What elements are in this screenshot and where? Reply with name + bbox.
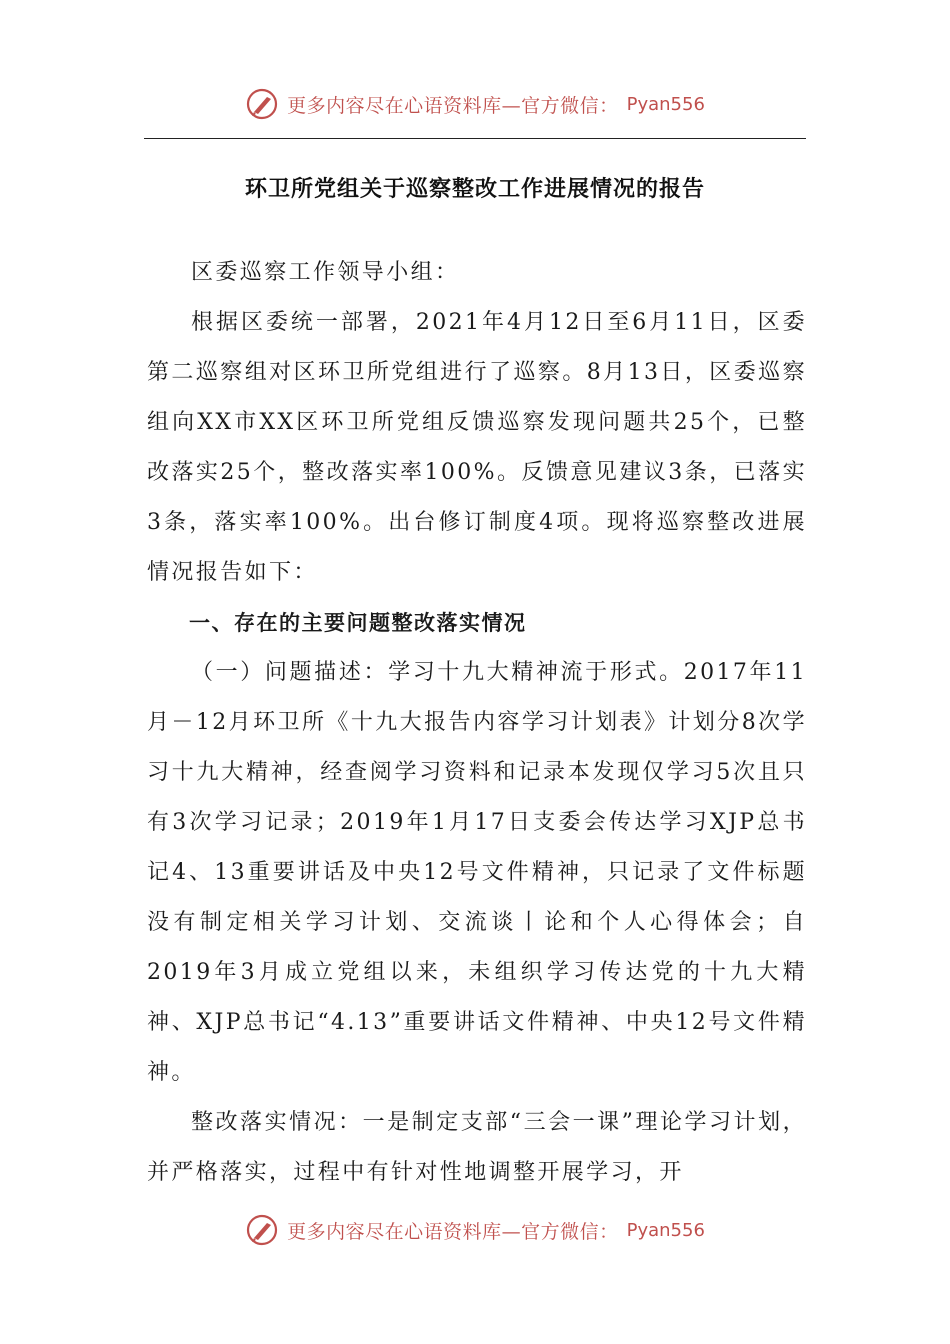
issue-paragraph-1: （一）问题描述：学习十九大精神流于形式。2017年11月－12月环卫所《十九大报告内容学习计划表》计划分8次学习十九大精神，经查阅学习资料和记录本发现仅学习5次且只有3次学习记录；2019年1月17日支委会传达学习XJP总书记4、13重要讲话及中央12号文件精神，只记录了文件标题没有制定相关学习计划、交流谈丨论和个人心得体会；自2019年3月成立党组以来，未组织学习传达党的十九大精神、XJP总书记“4.13”重要讲话文件精神、中央12号文件精神。 [147,660,807,1085]
header-rule [144,138,806,139]
rectification-paragraph: 整改落实情况：一是制定支部“三会一课”理论学习计划，并严格落实，过程中有针对性地调整开展学习，开 [147,1110,807,1185]
watermark-text: 更多内容尽在心语资料库—官方微信： [287,94,619,117]
section-heading-1: 一、存在的主要问题整改落实情况 [189,611,527,635]
pen-logo-icon [245,1213,279,1247]
watermark-text: 更多内容尽在心语资料库—官方微信： [287,1220,619,1243]
document-body [147,248,807,1198]
watermark-handle: Pyan556 [626,93,705,115]
intro-paragraph: 根据区委统一部署，2021年4月12日至6月11日，区委第二巡察组对区环卫所党组进行了巡察。8月13日，区委巡察组向XX市XX区环卫所党组反馈巡察发现问题共25个，已整改落实25个，整改落实率100%。反馈意见建议3条，已落实3条，落实率100%。出台修订制度4项。现将巡察整改进展情况报告如下： [147,310,807,585]
watermark-footer [0,1210,950,1250]
watermark-handle: Pyan556 [626,1219,705,1241]
document-title: 环卫所党组关于巡察整改工作进展情况的报告 [244,176,705,202]
pen-logo-icon [245,87,279,121]
watermark-header [0,84,950,124]
salutation: 区委巡察工作领导小组： [191,260,460,285]
